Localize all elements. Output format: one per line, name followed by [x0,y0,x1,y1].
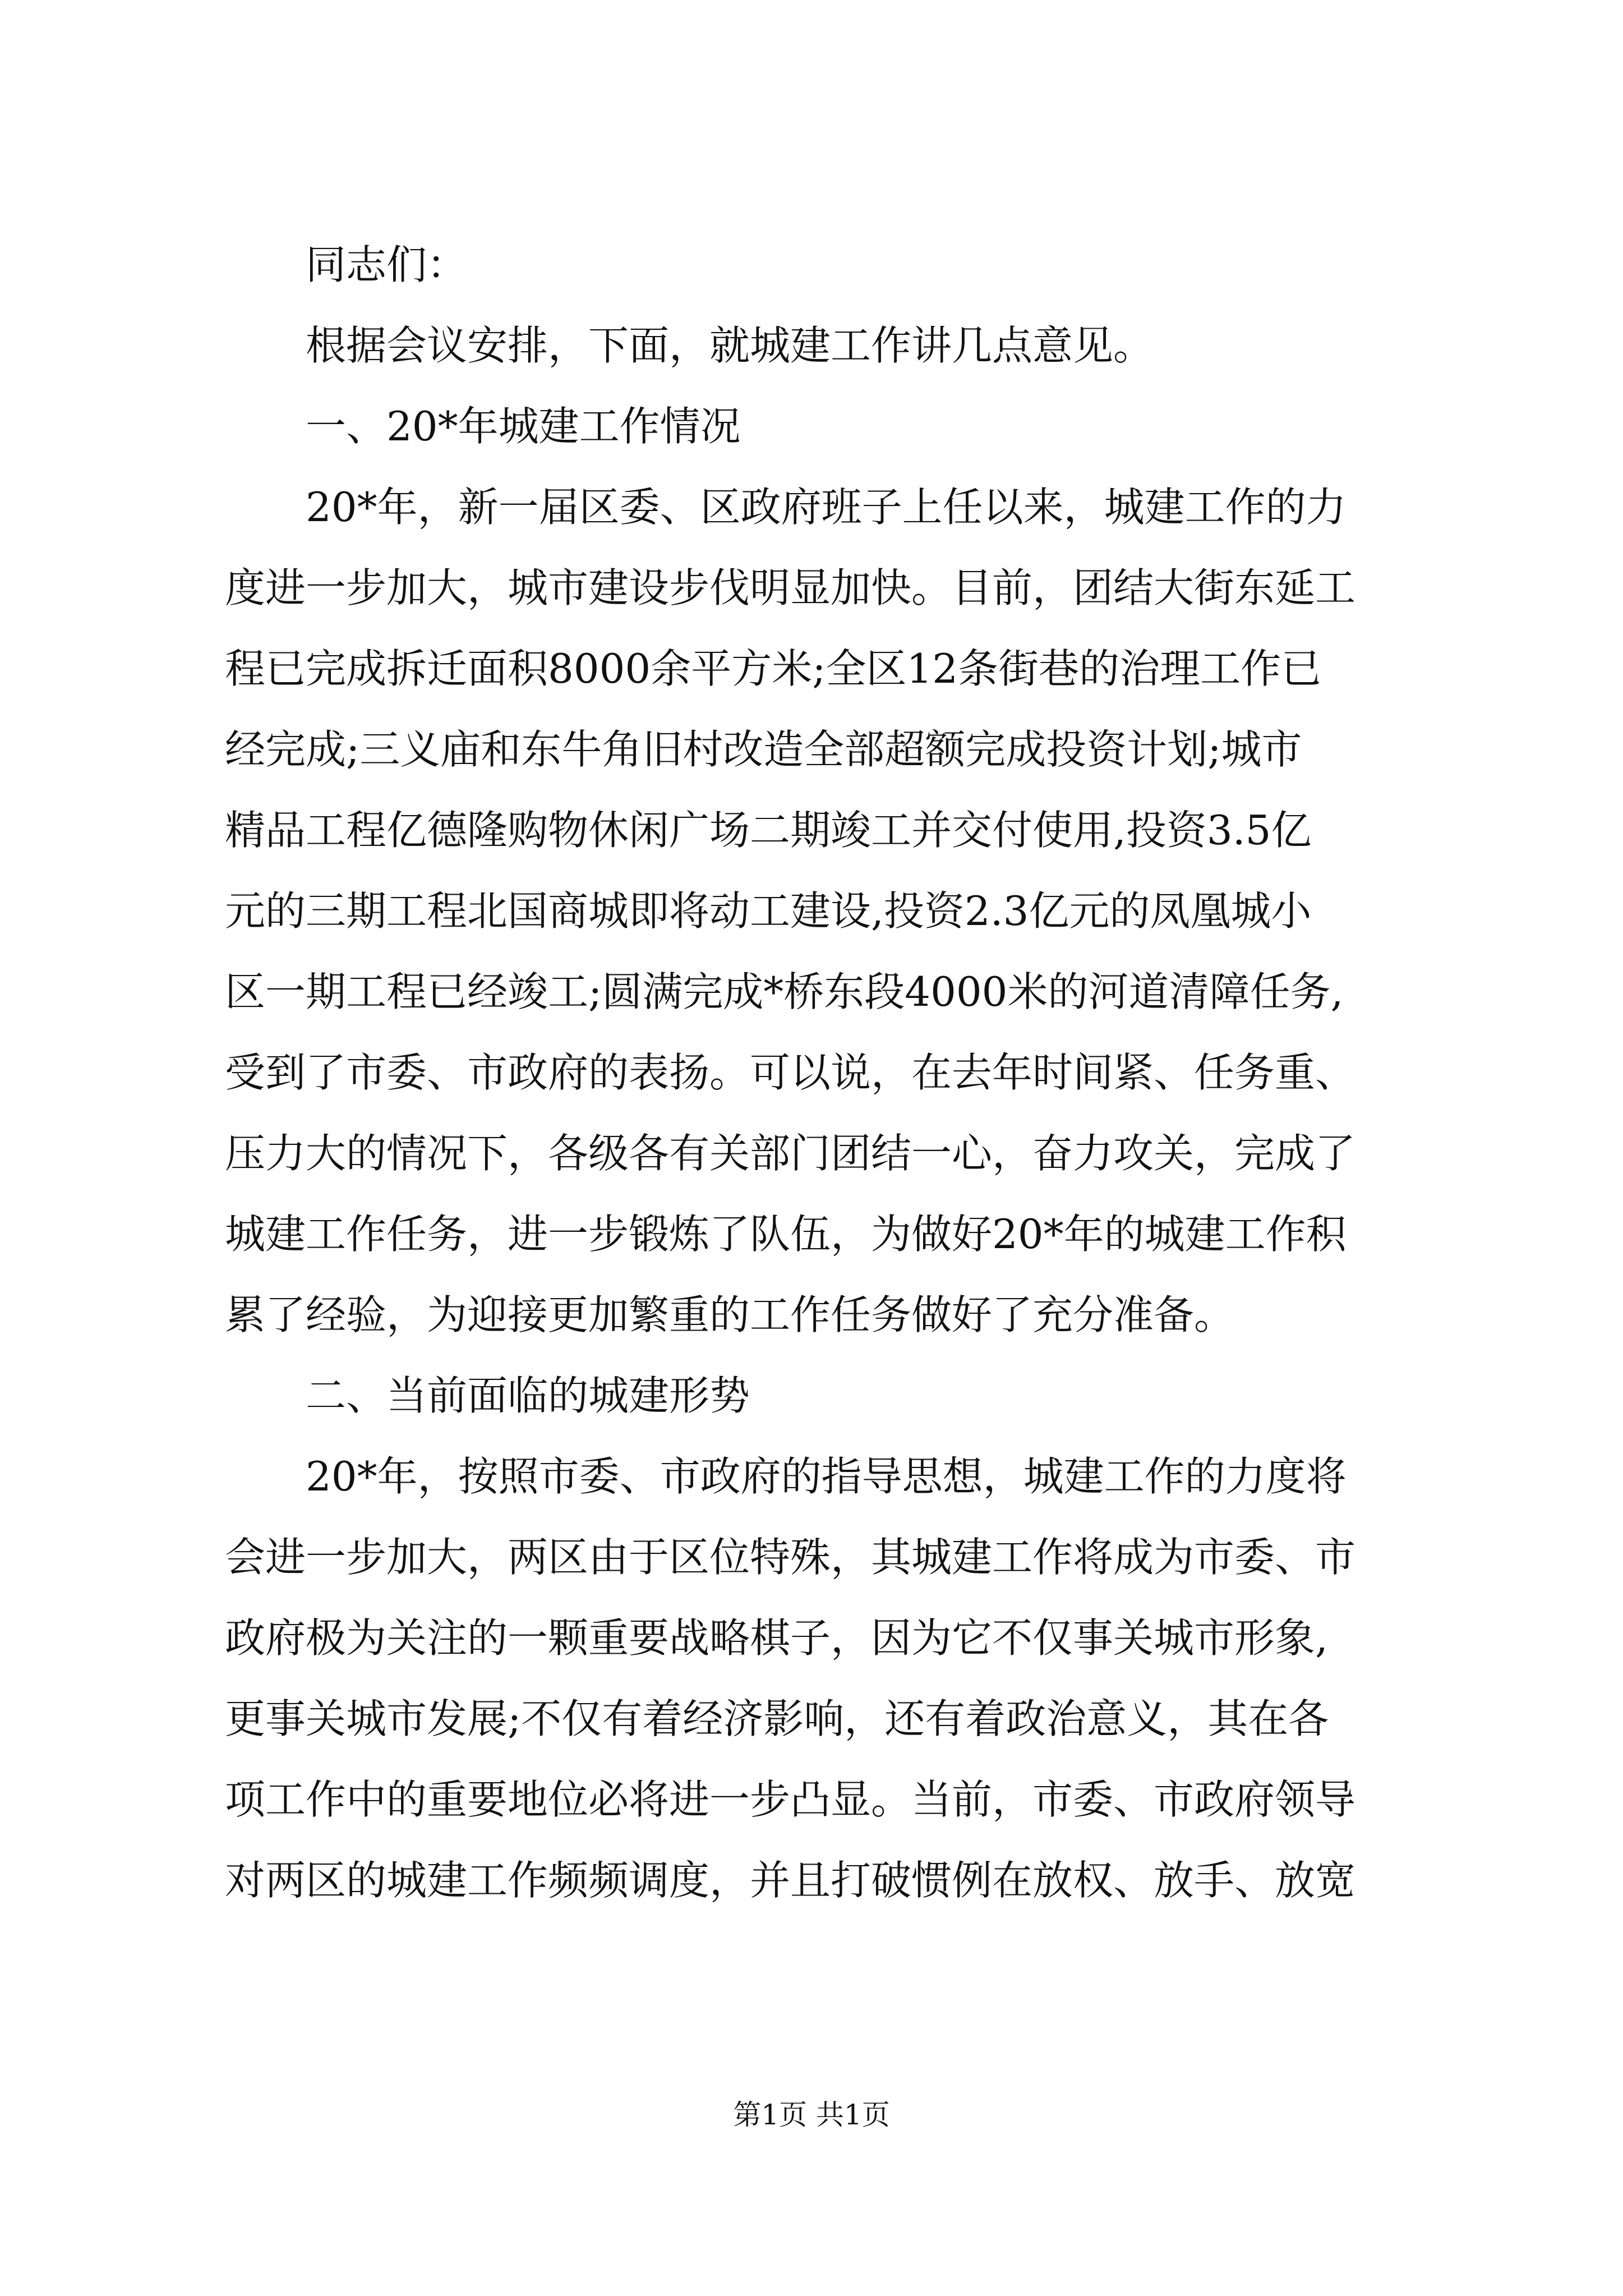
paragraph-1-line-1: 20*年，新一届区委、区政府班子上任以来，城建工作的力 [306,484,1347,531]
page-footer: 第1页 共1页 [733,2099,890,2131]
paragraph-1-line-2: 度进一步加大，城市建设步伐明显加快。目前，团结大街东延工 [225,564,1356,611]
document-body [225,224,1422,1921]
paragraph-1-line-5: 精品工程亿德隆购物休闲广场二期竣工并交付使用,投资3.5亿 [225,807,1312,854]
paragraph-2-line-3: 政府极为关注的一颗重要战略棋子，因为它不仅事关城市形象, [225,1614,1328,1662]
paragraph-1-line-9: 压力大的情况下，各级各有关部门团结一心，奋力攻关，完成了 [225,1130,1356,1177]
paragraph-1-line-10: 城建工作任务，进一步锻炼了队伍，为做好20*年的城建工作积 [225,1211,1347,1258]
paragraph-2-line-6: 对两区的城建工作频频调度，并且打破惯例在放权、放手、放宽 [225,1857,1356,1904]
paragraph-2-line-1: 20*年，按照市委、市政府的指导思想，城建工作的力度将 [306,1453,1347,1500]
paragraph-1-line-8: 受到了市委、市政府的表扬。可以说，在去年时间紧、任务重、 [225,1049,1356,1096]
paragraph-1-line-6: 元的三期工程北国商城即将动工建设,投资2.3亿元的凤凰城小 [225,887,1312,935]
paragraph-2-line-4: 更事关城市发展;不仅有着经济影响，还有着政治意义，其在各 [225,1695,1329,1742]
paragraph-1-line-3: 程已完成拆迁面积8000余平方米;全区12条街巷的治理工作已 [225,645,1322,692]
paragraph-1-line-7: 区一期工程已经竣工;圆满完成*桥东段4000米的河道清障任务, [225,968,1344,1015]
paragraph-1-line-11: 累了经验，为迎接更加繁重的工作任务做好了充分准备。 [225,1291,1235,1338]
paragraph-2-line-2: 会进一步加大，两区由于区位特殊，其城建工作将成为市委、市 [225,1534,1356,1581]
section-heading-2: 二、当前面临的城建形势 [306,1372,750,1419]
salutation-line: 同志们： [306,241,468,288]
section-heading-1: 一、20*年城建工作情况 [306,403,741,450]
paragraph-2-line-5: 项工作中的重要地位必将进一步凸显。当前，市委、市政府领导 [225,1776,1356,1823]
paragraph-1-line-4: 经完成;三义庙和东牛角旧村改造全部超额完成投资计划;城市 [225,726,1302,773]
intro-line: 根据会议安排，下面，就城建工作讲几点意见。 [306,322,1154,369]
